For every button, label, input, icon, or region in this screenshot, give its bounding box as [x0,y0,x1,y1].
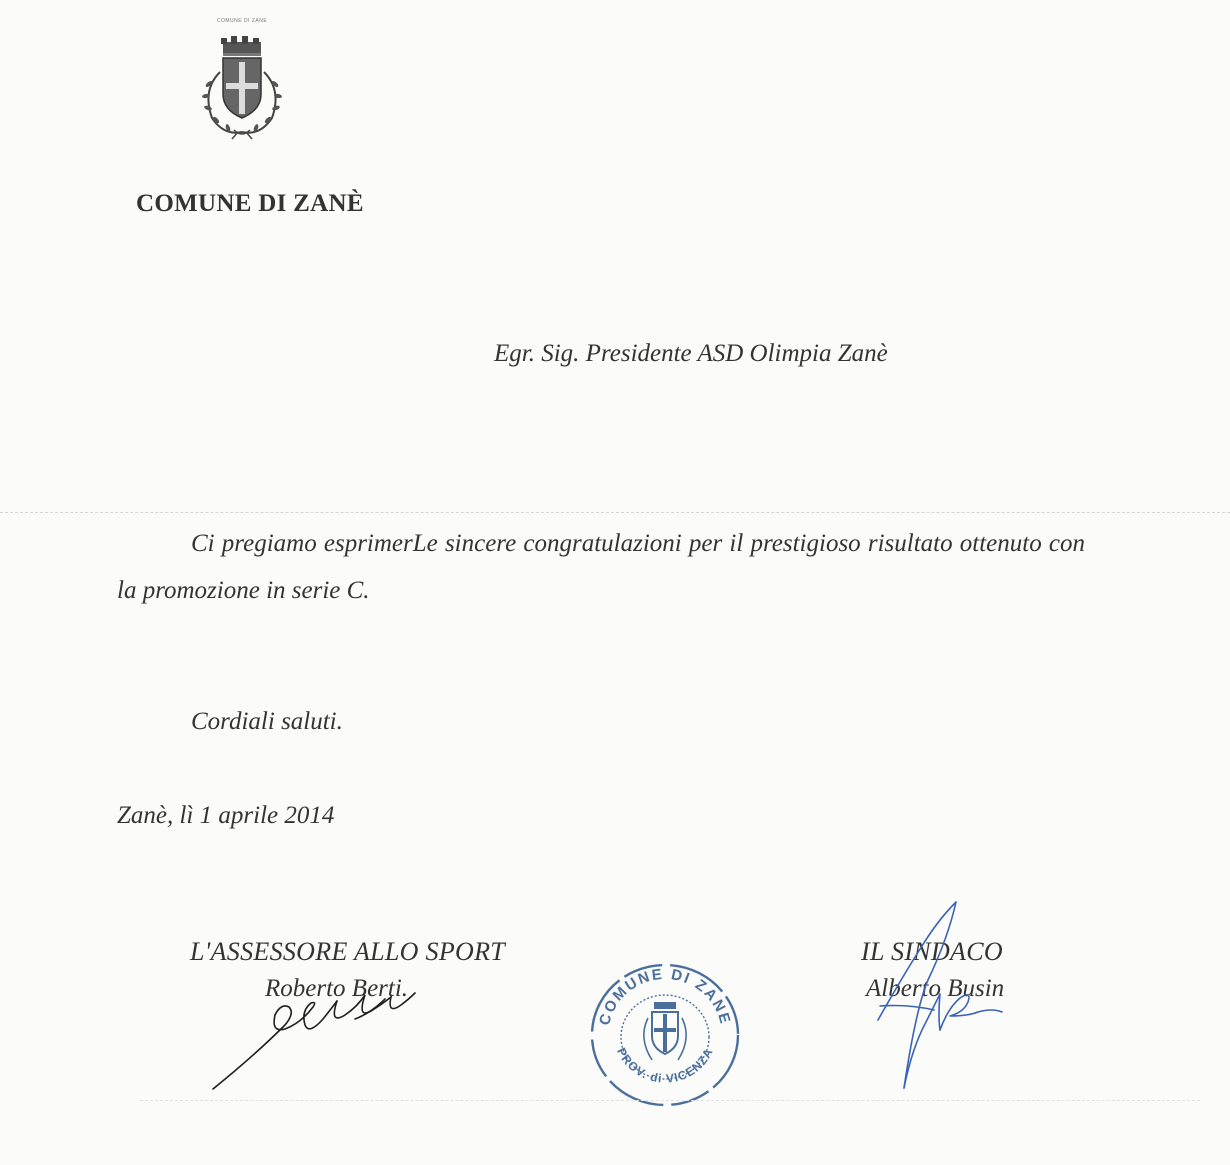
signatory-title-assessore: L'ASSESSORE ALLO SPORT [190,937,506,966]
body-paragraph: Ci pregiamo esprimerLe sincere congratulazioni per il prestigioso risultato ottenuto con la promozione in serie C. [117,530,1085,604]
municipality-name: COMUNE DI ZANÈ [136,190,364,217]
recipient-line: Egr. Sig. Presidente ASD Olimpia Zanè [494,340,888,367]
handwritten-signature-sindaco [868,898,1008,1093]
signatory-name-sindaco: Alberto Busin [866,975,1005,1002]
crest-caption: COMUNE DI ZANE [216,18,268,24]
date-line: Zanè, lì 1 aprile 2014 [117,802,335,829]
handwritten-signature-assessore [205,985,420,1095]
stamp-bottom-text: PROV. di VICENZA [614,1045,716,1086]
closing-salutation: Cordiali saluti. [191,708,343,735]
paper-fold-line [0,512,1230,513]
stamp-top-text: COMUNE DI ZANE [596,965,734,1028]
paper-bottom-fold-line [140,1100,1200,1101]
signatory-title-sindaco: IL SINDACO [861,937,1003,966]
municipal-crest [192,18,292,140]
municipal-seal-icon [586,958,744,1108]
signatory-name-assessore: Roberto Berti. [265,975,409,1002]
official-stamp [586,958,744,1108]
coat-of-arms-icon [192,26,292,140]
